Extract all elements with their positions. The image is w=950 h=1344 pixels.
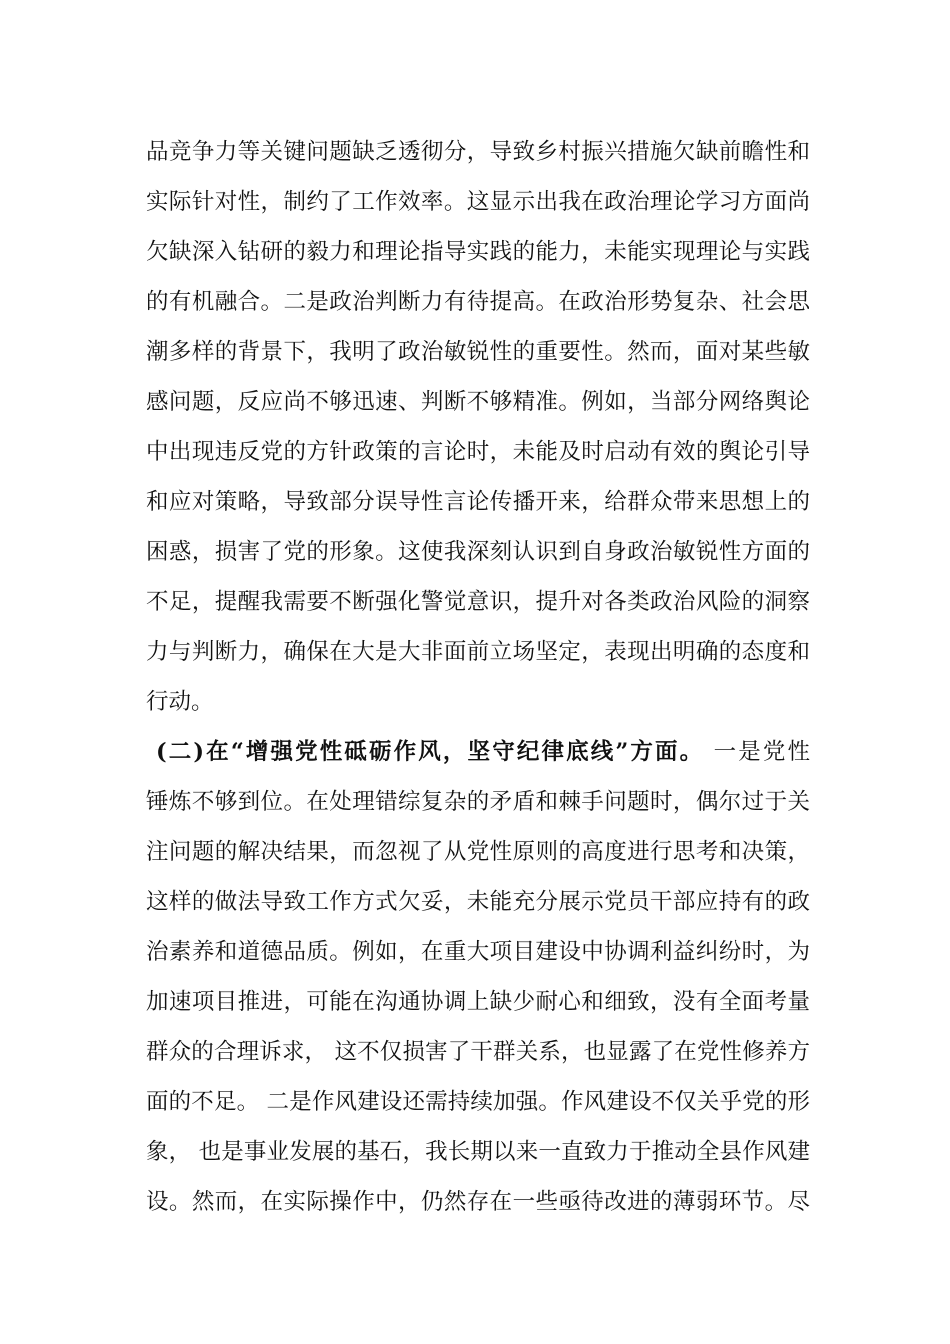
paragraph-line: 锤炼不够到位。在处理错综复杂的矛盾和棘手问题时，偶尔过于关 bbox=[146, 789, 810, 815]
paragraph-line: 注问题的解决结果，而忽视了从党性原则的高度进行思考和决策， bbox=[146, 839, 810, 865]
paragraph-line: 品竞争力等关键问题缺乏透彻分，导致乡村振兴措施欠缺前瞻性和 bbox=[146, 139, 810, 165]
section-heading-line bbox=[156, 737, 810, 767]
paragraph-line: 不足，提醒我需要不断强化警觉意识，提升对各类政治风险的洞察 bbox=[146, 589, 810, 615]
paragraph-line: 潮多样的背景下，我明了政治敏锐性的重要性。然而，面对某些敏 bbox=[146, 339, 810, 365]
paragraph-line: 面的不足。 二是作风建设还需持续加强。作风建设不仅关乎党的形 bbox=[146, 1089, 810, 1115]
section-heading-tail: 一是党性 bbox=[704, 739, 810, 765]
paragraph-line: 的有机融合。二是政治判断力有待提高。在政治形势复杂、社会思 bbox=[146, 289, 810, 315]
paragraph-line: 设。然而，在实际操作中，仍然存在一些亟待改进的薄弱环节。尽 bbox=[146, 1189, 810, 1215]
paragraph-line: 力与判断力，确保在大是大非面前立场坚定，表现出明确的态度和 bbox=[146, 639, 810, 665]
paragraph-line: 困惑，损害了党的形象。这使我深刻认识到自身政治敏锐性方面的 bbox=[146, 539, 810, 565]
paragraph-line: 群众的合理诉求， 这不仅损害了干群关系，也显露了在党性修养方 bbox=[146, 1039, 810, 1065]
paragraph-line: 这样的做法导致工作方式欠妥，未能充分展示党员干部应持有的政 bbox=[146, 889, 810, 915]
paragraph-line: 治素养和道德品质。例如，在重大项目建设中协调利益纠纷时，为 bbox=[146, 939, 810, 965]
paragraph-line: 象， 也是事业发展的基石，我长期以来一直致力于推动全县作风建 bbox=[146, 1139, 810, 1165]
paragraph-line: 感问题，反应尚不够迅速、判断不够精准。例如，当部分网络舆论 bbox=[146, 389, 810, 415]
section-heading: (二)在“增强党性砥砺作风，坚守纪律底线”方面。 bbox=[156, 739, 705, 765]
paragraph-line: 和应对策略，导致部分误导性言论传播开来，给群众带来思想上的 bbox=[146, 489, 810, 515]
paragraph-line: 欠缺深入钻研的毅力和理论指导实践的能力，未能实现理论与实践 bbox=[146, 239, 810, 265]
paragraph-line: 行动。 bbox=[146, 689, 214, 715]
paragraph-line: 中出现违反党的方针政策的言论时，未能及时启动有效的舆论引导 bbox=[146, 439, 810, 465]
paragraph-line: 实际针对性，制约了工作效率。这显示出我在政治理论学习方面尚 bbox=[146, 189, 810, 215]
paragraph-line: 加速项目推进，可能在沟通协调上缺少耐心和细致，没有全面考量 bbox=[146, 989, 810, 1015]
